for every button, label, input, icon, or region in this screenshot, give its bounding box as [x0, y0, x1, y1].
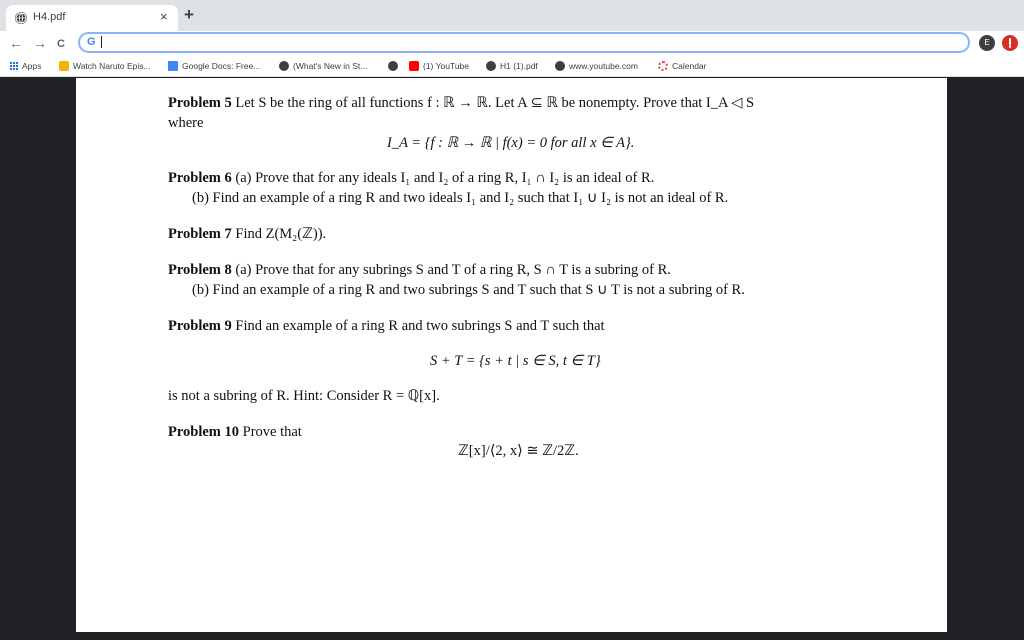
back-button[interactable]: ←: [9, 35, 23, 51]
profile-avatar[interactable]: E: [979, 35, 995, 51]
problem-6-line-b: (b) Find an example of a ring R and two ideals I₁ and I₂ such that I₁ ∪ I₂ is not an ideal of R.: [192, 190, 729, 206]
bookmark-youtube[interactable]: [409, 61, 469, 71]
text-caret: [101, 36, 102, 48]
pdf-viewer[interactable]: [0, 78, 1024, 640]
problem-text: Find an example of a ring R and two subrings S and T such that: [235, 318, 605, 334]
problem-9-line: [168, 317, 605, 336]
problem-heading: Problem 8: [168, 262, 232, 278]
problem-10-line: [168, 423, 302, 442]
problem-8-line-b: (b) Find an example of a ring R and two subrings S and T such that S ∪ T is not a subring of R.: [192, 282, 745, 298]
close-tab-icon[interactable]: ×: [160, 9, 168, 24]
bookmark-label: (What's New in St...: [293, 61, 368, 71]
problem-5-line-2: where: [168, 115, 204, 131]
globe-icon: [279, 61, 289, 71]
bookmark-google-docs[interactable]: [168, 61, 260, 71]
bookmark-apps[interactable]: [10, 61, 41, 71]
problem-heading: Problem 9: [168, 318, 232, 334]
tab-h4-pdf[interactable]: [6, 5, 178, 31]
youtube-icon: [409, 61, 419, 71]
bookmark-label: www.youtube.com: [569, 61, 638, 71]
reload-button[interactable]: C: [57, 38, 65, 50]
bookmark-label: H1 (1).pdf: [500, 61, 538, 71]
toolbar: [0, 31, 1024, 57]
problem-6-line-a: [168, 169, 654, 188]
forward-button[interactable]: →: [33, 35, 47, 51]
globe-icon: [486, 61, 496, 71]
bookmark-h1-pdf[interactable]: [486, 61, 538, 71]
problem-9-tail: is not a subring of R. Hint: Consider R = ℚ[x].: [168, 388, 440, 404]
google-icon: G: [87, 36, 96, 48]
problem-8-line-a: [168, 261, 671, 280]
problem-heading: Problem 5: [168, 95, 232, 111]
bookmark-calendar[interactable]: [658, 61, 707, 71]
problem-text: (a) Prove that for any subrings S and T of a ring R, S ∩ T is a subring of R.: [235, 262, 671, 278]
problem-text: Let S be the ring of all functions f : ℝ → ℝ. Let A ⊆ ℝ be nonempty. Prove that I_A ◁ S: [235, 95, 755, 111]
problem-heading: Problem 7: [168, 226, 232, 242]
new-tab-button[interactable]: +: [184, 5, 194, 24]
apps-grid-icon: [10, 62, 18, 70]
problem-text: Find Z(M₂(ℤ)).: [235, 226, 327, 242]
tab-title: H4.pdf: [33, 11, 66, 23]
bookmark-label: Apps: [22, 61, 42, 71]
bookmark-label: (1) YouTube: [423, 61, 469, 71]
bookmark-label: Watch Naruto Epis...: [73, 61, 151, 71]
bookmark-youtube-url[interactable]: [555, 61, 638, 71]
problem-heading: Problem 6: [168, 170, 232, 186]
globe-icon: [555, 61, 565, 71]
problem-7-line: [168, 225, 326, 244]
tab-strip: [0, 0, 1024, 31]
problem-5-equation: I_A = {f : ℝ → ℝ | f(x) = 0 for all x ∈ A}.: [387, 135, 635, 151]
calendar-icon: [658, 61, 668, 71]
bookmark-whats-new[interactable]: [279, 61, 367, 71]
extension-icon[interactable]: [1002, 35, 1018, 51]
google-docs-icon: [168, 61, 178, 71]
globe-icon: [15, 12, 27, 24]
problem-10-equation: ℤ[x]/⟨2, x⟩ ≅ ℤ/2ℤ.: [458, 443, 579, 459]
problem-heading: Problem 10: [168, 424, 240, 440]
problem-5-line-1: [168, 94, 754, 113]
problem-text: (a) Prove that for any ideals I₁ and I₂ of a ring R, I₁ ∩ I₂ is an ideal of R.: [235, 170, 655, 186]
address-bar[interactable]: [78, 32, 970, 53]
bookmarks-bar: [0, 57, 1024, 77]
naruto-site-icon: [59, 61, 69, 71]
bookmark-globe[interactable]: [388, 61, 402, 71]
problem-9-equation: S + T = {s + t | s ∈ S, t ∈ T}: [430, 353, 601, 369]
bookmark-label: Google Docs: Free...: [182, 61, 261, 71]
problem-text: Prove that: [242, 424, 302, 440]
bookmark-label: Calendar: [672, 61, 707, 71]
pdf-page: [76, 78, 947, 632]
globe-icon: [388, 61, 398, 71]
bookmark-naruto[interactable]: [59, 61, 151, 71]
